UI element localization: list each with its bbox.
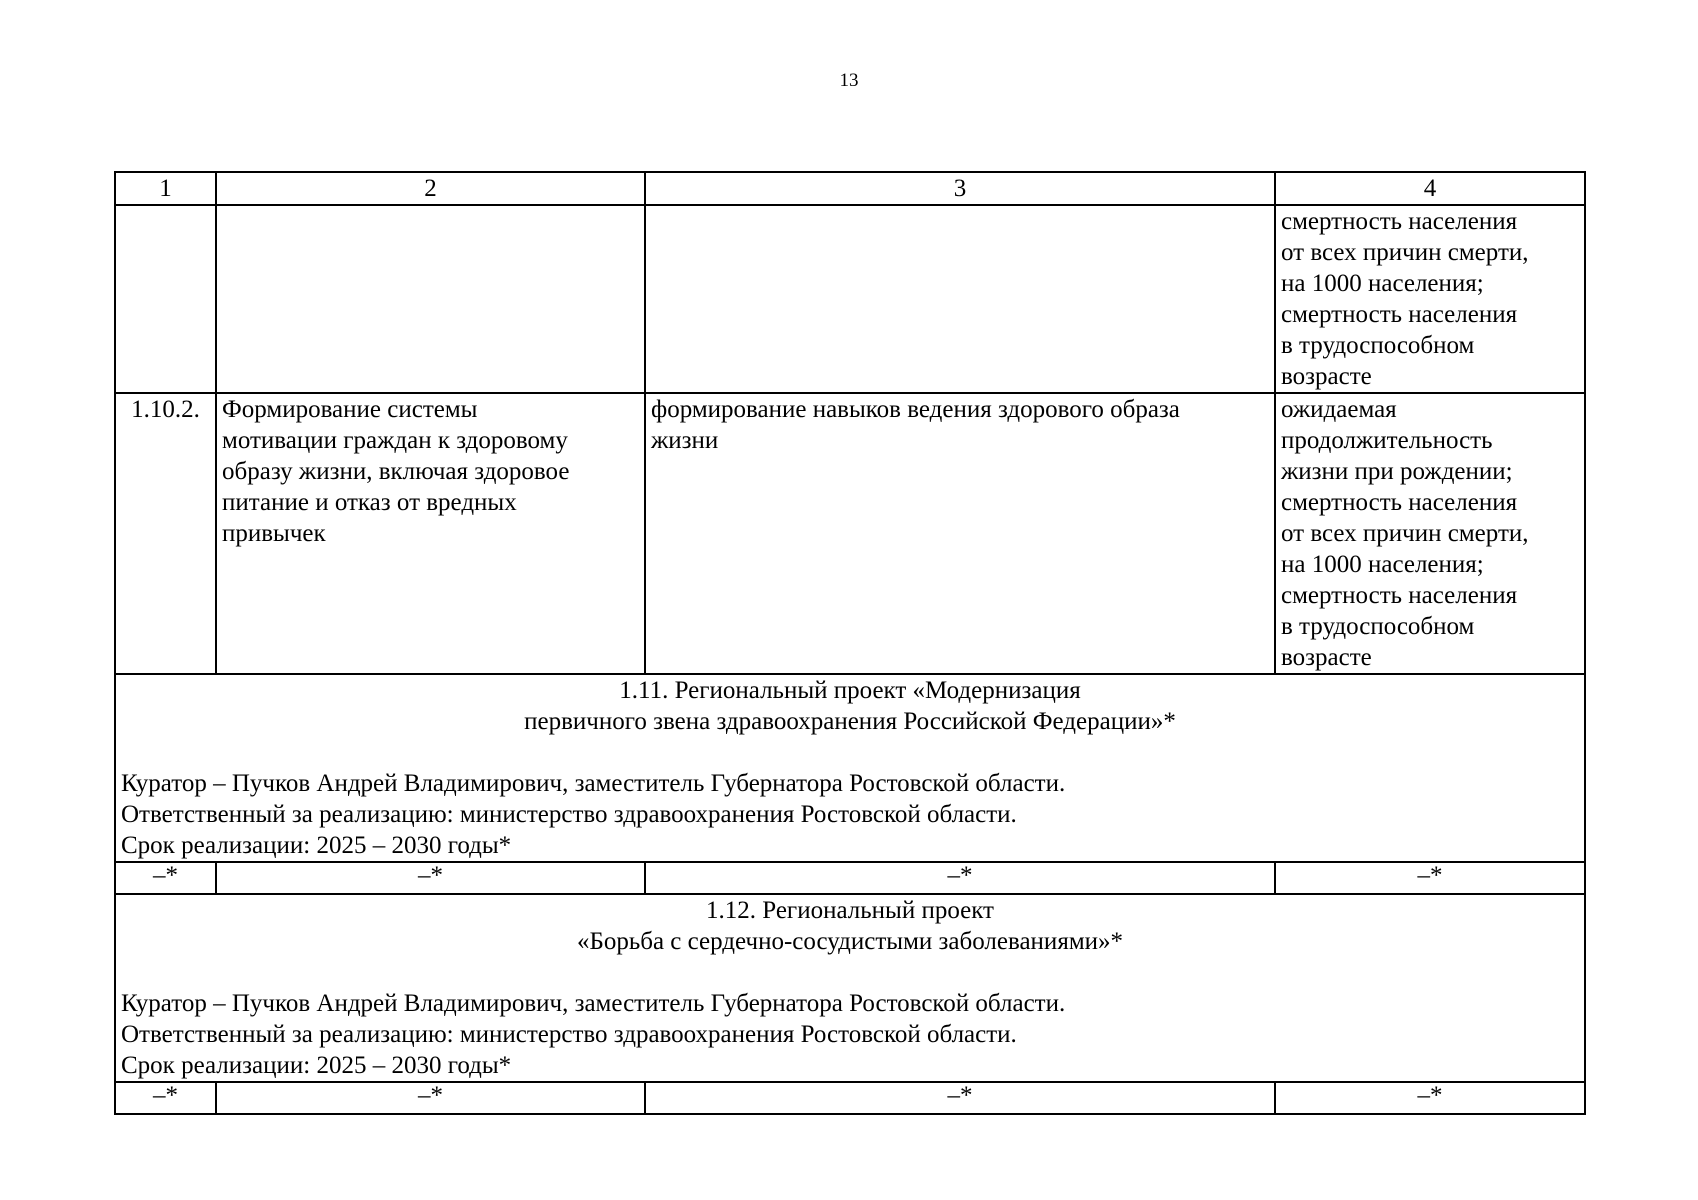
section-term: Срок реализации: 2025 – 2030 годы* xyxy=(121,1052,512,1079)
dash-cell: –* xyxy=(1275,862,1585,894)
dash-cell: –* xyxy=(1275,1082,1585,1114)
table-row xyxy=(115,862,1585,894)
dash-cell: –* xyxy=(645,862,1275,894)
section-curator: Куратор – Пучков Андрей Владимирович, заместитель Губернатора Ростовской области. xyxy=(121,990,1066,1017)
section-title-line: «Борьба с сердечно-сосудистыми заболеваниями»* xyxy=(576,928,1124,955)
indicator-cell: смертность населения от всех причин смерти, на 1000 населения; смертность населения в трудоспособном возрасте xyxy=(1275,205,1585,393)
column-number-row xyxy=(115,172,1585,205)
event-result-cell: формирование навыков ведения здорового образа жизни xyxy=(645,393,1275,674)
page-number: 13 xyxy=(839,70,859,91)
dash-cell: –* xyxy=(216,862,645,894)
event-name-cell: Формирование системы мотивации граждан к здоровому образу жизни, включая здоровое питание и отказ от вредных привычек xyxy=(216,393,645,674)
dash-cell: –* xyxy=(115,862,216,894)
table-row xyxy=(115,1082,1585,1114)
section-responsible: Ответственный за реализацию: министерство здравоохранения Ростовской области. xyxy=(121,1021,1017,1048)
indicator-cell: ожидаемая продолжительность жизни при рождении; смертность населения от всех причин смерти, на 1000 населения; смертность населения в трудоспособном возрасте xyxy=(1275,393,1585,674)
section-title-line: первичного звена здравоохранения Российской Федерации»* xyxy=(524,708,1176,735)
row-number-cell xyxy=(115,205,216,393)
section-header-cell xyxy=(115,674,1585,862)
section-curator: Куратор – Пучков Андрей Владимирович, заместитель Губернатора Ростовской области. xyxy=(121,770,1066,797)
section-header-cell xyxy=(115,894,1585,1082)
section-responsible: Ответственный за реализацию: министерство здравоохранения Ростовской области. xyxy=(121,801,1017,828)
section-title-line: 1.11. Региональный проект «Модернизация xyxy=(619,677,1081,704)
program-table xyxy=(114,171,1586,1115)
section-term: Срок реализации: 2025 – 2030 годы* xyxy=(121,832,512,859)
event-name-cell xyxy=(216,205,645,393)
dash-cell: –* xyxy=(115,1082,216,1114)
column-number-4: 4 xyxy=(1275,172,1585,205)
column-number-1: 1 xyxy=(115,172,216,205)
dash-cell: –* xyxy=(645,1082,1275,1114)
table-row xyxy=(115,205,1585,393)
section-header-row xyxy=(115,674,1585,862)
column-number-3: 3 xyxy=(645,172,1275,205)
table-row xyxy=(115,393,1585,674)
section-header-row xyxy=(115,894,1585,1082)
dash-cell: –* xyxy=(216,1082,645,1114)
section-title-line: 1.12. Региональный проект xyxy=(706,897,994,924)
column-number-2: 2 xyxy=(216,172,645,205)
row-number-cell: 1.10.2. xyxy=(115,393,216,674)
event-result-cell xyxy=(645,205,1275,393)
